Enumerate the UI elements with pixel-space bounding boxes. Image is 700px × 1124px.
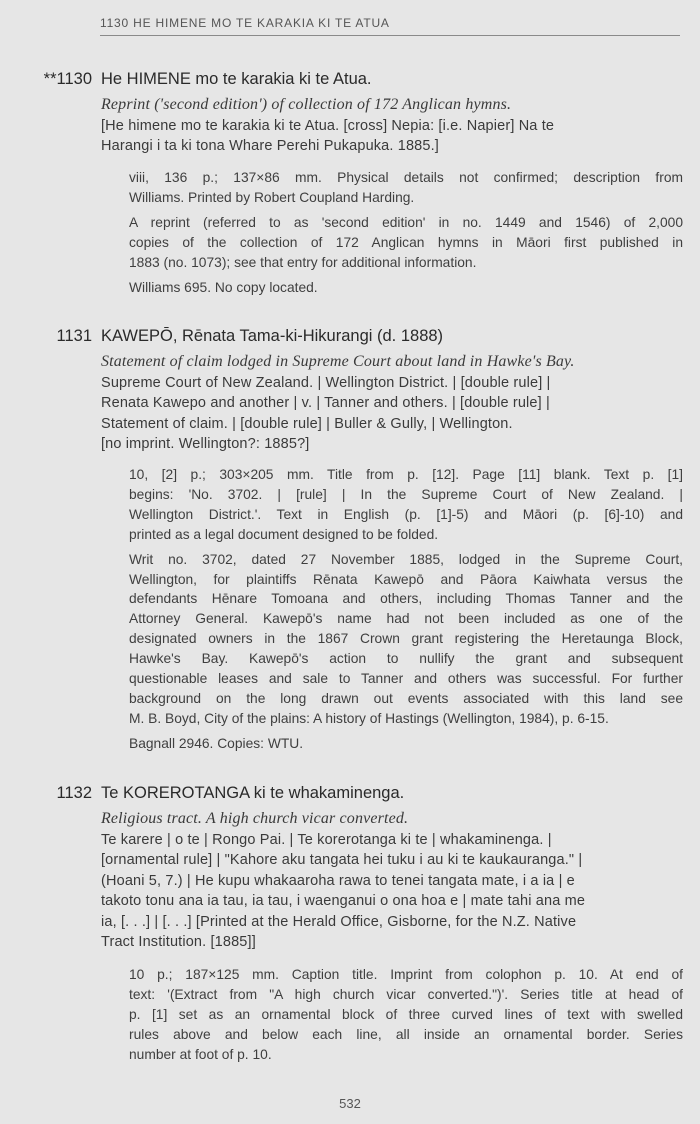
description-line: viii, 136 p.; 137×86 mm. Physical details not confirmed; description from — [129, 170, 683, 185]
entry-title-block — [101, 809, 683, 953]
entry-number: 1132 — [56, 784, 92, 802]
transcription-line: [ornamental rule] | "Kahore aku tangata hei tuku i au ki te kaukauranga." | — [101, 852, 583, 868]
transcription-line: ia, [. . .] | [. . .] [Printed at the Herald Office, Gisborne, for the N.Z. Native — [101, 913, 577, 930]
description-paragraph — [129, 965, 683, 1065]
page-number: 532 — [339, 1096, 361, 1111]
transcription-line: Te karere | o te | Rongo Pai. | Te korerotanga ki te | whakaminenga. | — [101, 831, 552, 848]
running-head: 1130 HE HIMENE MO TE KARAKIA KI TE ATUA — [100, 16, 680, 36]
description-line: defendants Hēnare Tomoana and others, including Thomas Tanner and the — [129, 591, 683, 607]
entry-title: He HIMENE mo te karakia ki te Atua. — [101, 70, 372, 88]
description-line: A reprint (referred to as 'second edition' in no. 1449 and 1546) of 2,000 — [129, 214, 683, 230]
transcription-line: Statement of claim. | [double rule] | Buller & Gully, | Wellington. — [101, 415, 513, 432]
description-line: Writ no. 3702, dated 27 November 1885, lodged in the Supreme Court, — [129, 551, 683, 567]
description-line: Williams 695. No copy located. — [129, 279, 318, 295]
description-line: copies of the collection of 172 Anglican hymns in Māori first published in — [129, 234, 683, 250]
entry-subtitle: Statement of claim lodged in Supreme Court about land in Hawke's Bay. — [101, 353, 575, 370]
entry-number: **1130 — [43, 70, 92, 88]
transcription-line: Supreme Court of New Zealand. | Wellington District. | [double rule] | — [101, 374, 551, 391]
entry-number: 1131 — [56, 327, 92, 345]
entry-title: Te KOREROTANGA ki te whakaminenga. — [101, 784, 405, 802]
description-line: Bagnall 2946. Copies: WTU. — [129, 735, 304, 751]
entry-title: KAWEPŌ, Rēnata Tama-ki-Hikurangi (d. 1888) — [101, 327, 444, 345]
description-line: text: '(Extract from "A high church vicar converted.")'. Series title at head of — [129, 986, 683, 1002]
transcription-line: [He himene mo te karakia ki te Atua. [cross] Nepia: [i.e. Napier] Na te — [101, 117, 555, 134]
transcription-line: (Hoani 5, 7.) | He kupu whakaaroha rawa to tenei tangata mate, i a ia | e — [101, 872, 575, 889]
entry-description — [129, 465, 683, 759]
description-paragraph — [129, 550, 683, 729]
description-line: Hawke's Bay. Kawepō's action to nullify the grant and subsequent — [129, 651, 683, 667]
description-line: Wellington, for plaintiffs Rēnata Kawepō and Pāora Kaiwhata versus the — [129, 571, 683, 587]
description-line: Williams. Printed by Robert Coupland Harding. — [129, 189, 415, 205]
description-paragraph — [129, 734, 683, 754]
entry-subtitle: Religious tract. A high church vicar converted. — [101, 810, 409, 827]
description-line: rules above and below each line, all inside an ornamental border. Series — [129, 1026, 683, 1042]
transcription-line: Tract Institution. [1885]] — [101, 934, 256, 950]
transcription-line: Harangi i ta ki tona Whare Perehi Pukapuka. 1885.] — [101, 138, 439, 154]
description-line: designated owners in the 1867 Crown grant registering the Heretaunga Block, — [129, 631, 683, 647]
entry-description — [129, 168, 683, 302]
description-line: M. B. Boyd, City of the plains: A history of Hastings (Wellington, 1984), p. 6-15. — [129, 710, 609, 726]
description-line: questionable leases and sale to Tanner and others was successful. For further — [129, 671, 683, 687]
transcription-line: takoto tonu ana ia tau, ia tau, i waenganui o ona hoa e | mate tahi ana me — [101, 893, 586, 909]
description-line: 1883 (no. 1073); see that entry for additional information. — [129, 254, 477, 270]
entry-title-block — [101, 352, 683, 455]
description-line: 10 p.; 187×125 mm. Caption title. Imprint from colophon p. 10. At end of — [129, 967, 683, 982]
entry-description — [129, 965, 683, 1070]
description-line: p. [1] set as an ornamental block of three curved lines of text with swelled — [129, 1006, 683, 1022]
description-paragraph — [129, 465, 683, 545]
transcription-line: [no imprint. Wellington?: 1885?] — [101, 436, 310, 452]
description-paragraph — [129, 213, 683, 273]
description-line: printed as a legal document designed to be folded. — [129, 526, 439, 542]
description-paragraph — [129, 278, 683, 298]
description-paragraph — [129, 168, 683, 208]
description-line: begins: 'No. 3702. | [rule] | In the Supreme Court of New Zealand. | — [129, 486, 683, 502]
transcription-line: Renata Kawepo and another | v. | Tanner and others. | [double rule] | — [101, 395, 550, 411]
description-line: number at foot of p. 10. — [129, 1046, 272, 1062]
description-line: Attorney General. Kawepō's name had not been included as one of the — [129, 611, 683, 627]
entry-title-block — [101, 95, 683, 157]
description-line: background on the long drawn out events associated with this land see — [129, 690, 683, 706]
description-line: Wellington District.'. Text in English (p. [1]-5) and Māori (p. [6]-10) and — [129, 506, 683, 522]
entry-subtitle: Reprint ('second edition') of collection of 172 Anglican hymns. — [101, 96, 512, 113]
description-line: 10, [2] p.; 303×205 mm. Title from p. [12]. Page [11] blank. Text p. [1] — [129, 467, 683, 482]
